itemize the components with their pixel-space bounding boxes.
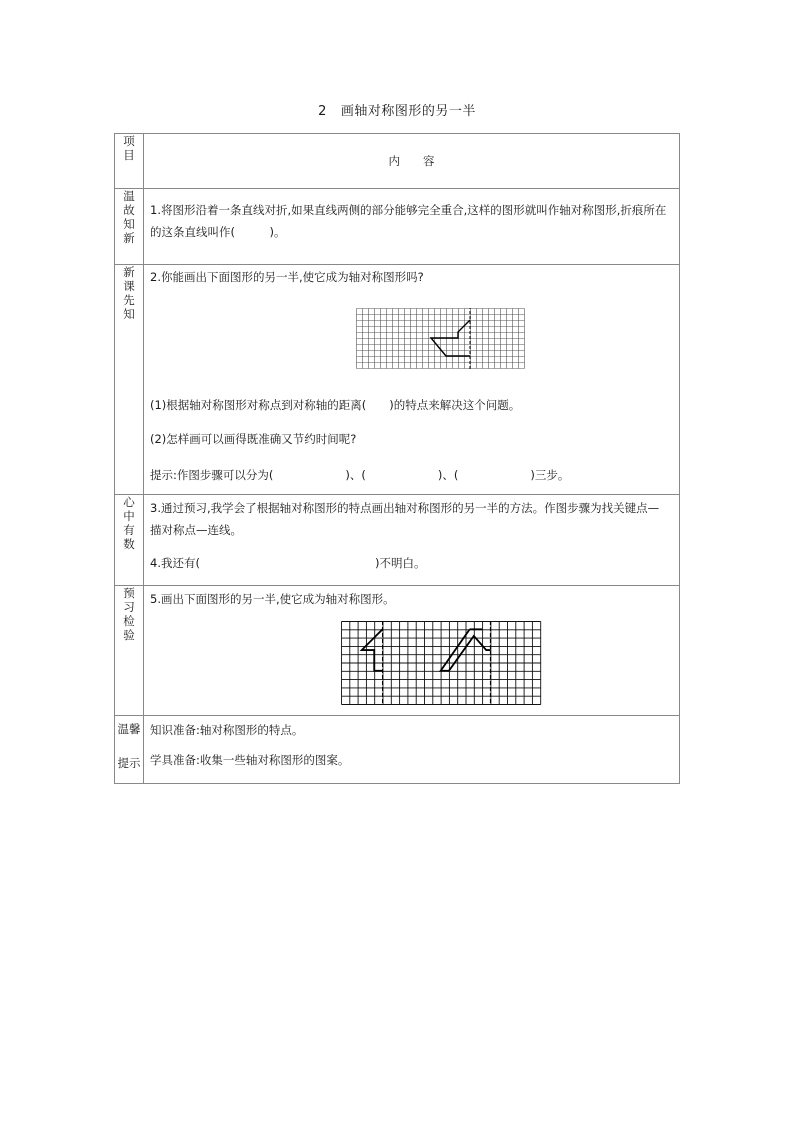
label-char: 预 [123, 586, 135, 600]
row-content [144, 495, 680, 586]
question-2-part-1: (1)根据轴对称图形对称点到对称轴的距离( )的特点来解决这个问题。 [150, 398, 521, 412]
header-item-cell [115, 134, 144, 189]
row-content [144, 716, 680, 784]
half-shape [362, 629, 383, 671]
label-char: 新 [123, 231, 135, 245]
row-content [144, 189, 680, 265]
hint-suffix: )三步。 [530, 468, 570, 482]
row-label [115, 265, 144, 495]
question-2: 2.你能画出下面图形的另一半,使它成为轴对称图形吗? [150, 270, 424, 284]
hint-separator: )、( [437, 468, 459, 482]
label-char: 温 [123, 189, 135, 203]
tip-knowledge: 知识准备:轴对称图形的特点。 [150, 723, 304, 737]
row-review [115, 189, 680, 265]
row-content [144, 586, 680, 716]
lesson-title: 画轴对称图形的另一半 [340, 104, 476, 119]
header-content-label: 内 容 [388, 154, 435, 168]
label-char: 心 [123, 495, 135, 509]
row-summary [115, 495, 680, 586]
label-char: 验 [123, 628, 135, 642]
question-2-part-2: (2)怎样画可以画得既准确又节约时间呢? [150, 432, 357, 446]
question-5: 5.画出下面图形的另一半,使它成为轴对称图形。 [150, 592, 395, 606]
hint-prefix: 提示:作图步骤可以分为( [150, 468, 274, 482]
label-char: 课 [123, 279, 135, 293]
label-char: 先 [123, 293, 135, 307]
row-new-lesson [115, 265, 680, 495]
question-4 [150, 555, 425, 571]
row-tips [115, 716, 680, 784]
row-label [115, 716, 144, 784]
label-char: 检 [123, 614, 135, 628]
header-item-char: 项 [123, 134, 135, 148]
q4-prefix: 4.我还有( [150, 556, 200, 570]
header-item-char: 目 [123, 148, 135, 162]
label-char: 故 [123, 203, 135, 217]
grid-figure-1 [356, 308, 526, 371]
hint-separator: )、( [345, 468, 366, 482]
tip-tools: 学具准备:收集一些轴对称图形的图案。 [150, 753, 350, 767]
label-char: 中 [123, 509, 135, 523]
row-check [115, 586, 680, 716]
label-char: 有 [123, 523, 135, 537]
row-label [115, 495, 144, 586]
label-bottom: 提示 [117, 756, 141, 770]
label-top: 温馨 [117, 722, 141, 736]
grid-figure-2 [341, 621, 544, 706]
hint-steps [150, 467, 569, 483]
label-char: 数 [123, 537, 135, 551]
row-label [115, 586, 144, 716]
row-label [115, 189, 144, 265]
header-content-cell [144, 134, 680, 189]
label-char: 知 [123, 307, 135, 321]
lesson-number: 2 [318, 104, 327, 119]
label-char: 新 [123, 265, 135, 279]
label-char: 知 [123, 217, 135, 231]
worksheet-table [114, 133, 680, 784]
q4-suffix: )不明白。 [374, 556, 426, 570]
label-char: 习 [123, 600, 135, 614]
question-3: 3.通过预习,我学会了根据轴对称图形的特点画出轴对称图形的另一半的方法。作图步骤为找关键点—描对称点—连线。 [150, 501, 660, 537]
row-content [144, 265, 680, 495]
page-title [0, 100, 794, 119]
question-1: 1.将图形沿着一条直线对折,如果直线两侧的部分能够完全重合,这样的图形就叫作轴对称图形,折痕所在的这条直线叫作( )。 [150, 203, 667, 239]
header-row [115, 134, 680, 189]
